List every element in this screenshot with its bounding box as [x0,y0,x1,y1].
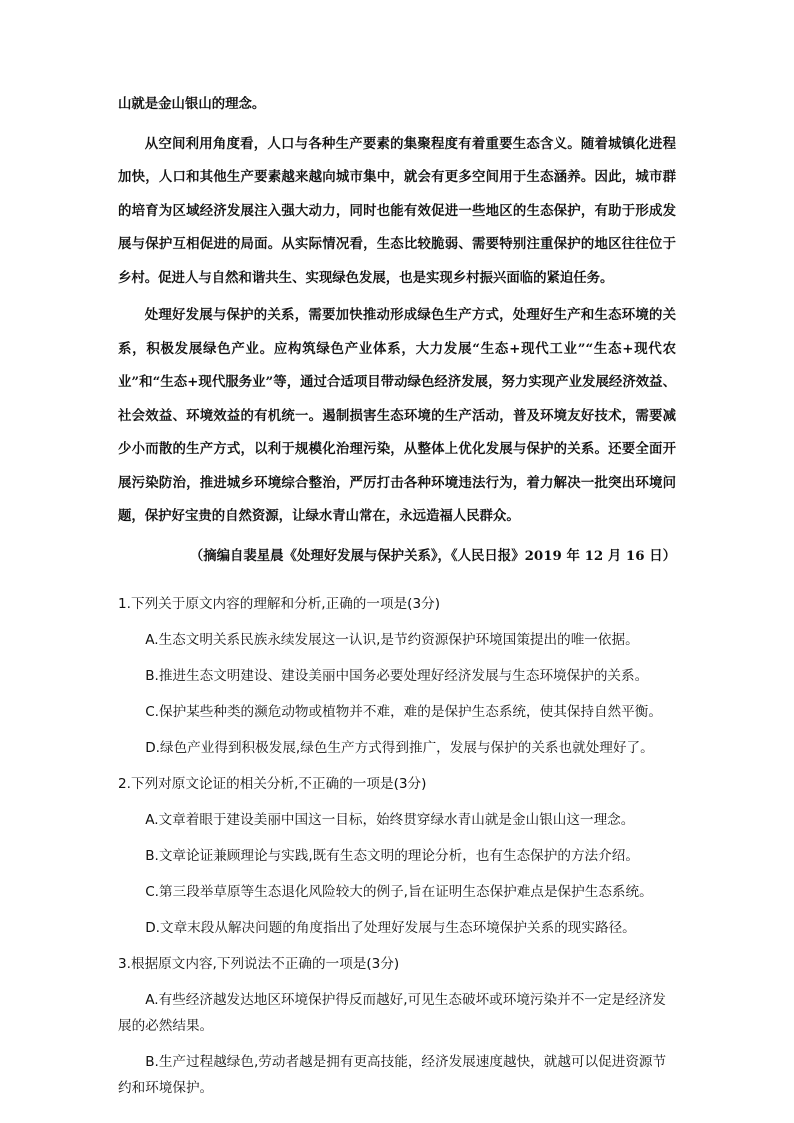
option-b: B.推进生态文明建设、建设美丽中国务必要处理好经济发展与生态环境保护的关系。 [145,668,649,685]
passage-paragraph-0: 山就是金山银山的理念。 [118,96,266,112]
option-b: B.文章论证兼顾理论与实践,既有生态文明的理论分析，也有生态保护的方法介绍。 [145,848,639,865]
option-a: A.有些经济越发达地区环境保护得反而越好,可见生态破坏或环境污染并不一定是经济发展的必然结果。 [118,992,666,1035]
option-a: A.文章着眼于建设美丽中国这一目标，始终贯穿绿水青山就是金山银山这一理念。 [145,812,635,829]
option-a: A.生态文明关系民族永续发展这一认识,是节约资源保护环境国策提出的唯一依据。 [145,632,639,649]
question-stem: 1.下列关于原文内容的理解和分析,正确的一项是(3分) [118,596,441,613]
passage-paragraph-2: 处理好发展与保护的关系，需要加快推动形成绿色生产方式，处理好生产和生态环境的关系，积极发展绿色产业。应构筑绿色产业体系，大力发展“生态+现代工业”“生态+现代农业”和“生态+现代服务业”等，通过合适项目带动绿色经济发展，努力实现产业发展经济效益、社会效益、环境效益的有机统一。遏制损害生态环境的生产活动，普及环境友好技术，需要减少小而散的生产方式，以利于规模化治理污染，从整体上优化发展与保护的关系。还要全面开展污染防治，推进城乡环境综合整治，严厉打击各种环境违法行为，着力解决一批突出环境问题，保护好宝贵的自然资源，让绿水青山常在，永远造福人民群众。 [118,307,676,524]
passage-source: （摘编自裴星晨《处理好发展与保护关系》，《人民日报》2019 年 12 月 16 日） [189,547,676,564]
question-stem: 3.根据原文内容,下列说法不正确的一项是(3分) [118,956,400,973]
option-c: C.保护某些种类的濒危动物或植物并不难，难的是保护生态系统，使其保持自然平衡。 [145,704,662,721]
option-c: C.第三段举草原等生态退化风险较大的例子,旨在证明生态保护难点是保护生态系统。 [145,884,653,901]
option-b: B.生产过程越绿色,劳动者越是拥有更高技能，经济发展速度越快，就越可以促进资源节约和环境保护。 [118,1054,667,1097]
question-3 [118,946,676,1106]
question-1 [118,586,676,766]
option-d: D.文章末段从解决问题的角度指出了处理好发展与生态环境保护关系的现实路径。 [145,920,636,937]
question-2 [118,766,676,946]
option-d: D.绿色产业得到积极发展,绿色生产方式得到推广，发展与保护的关系也就处理好了。 [145,740,654,757]
question-stem: 2.下列对原文论证的相关分析,不正确的一项是(3分) [118,776,427,793]
passage-paragraph-1: 从空间利用角度看，人口与各种生产要素的集聚程度有着重要生态含义。随着城镇化进程加快，人口和其他生产要素越来越向城市集中，就会有更多空间用于生态涵养。因此，城市群的培育为区域经济发展注入强大动力，同时也能有效促进一些地区的生态保护，有助于形成发展与保护互相促进的局面。从实际情况看，生态比较脆弱、需要特别注重保护的地区往往位于乡村。促进人与自然和谐共生、实现绿色发展，也是实现乡村振兴面临的紧迫任务。 [118,135,676,286]
